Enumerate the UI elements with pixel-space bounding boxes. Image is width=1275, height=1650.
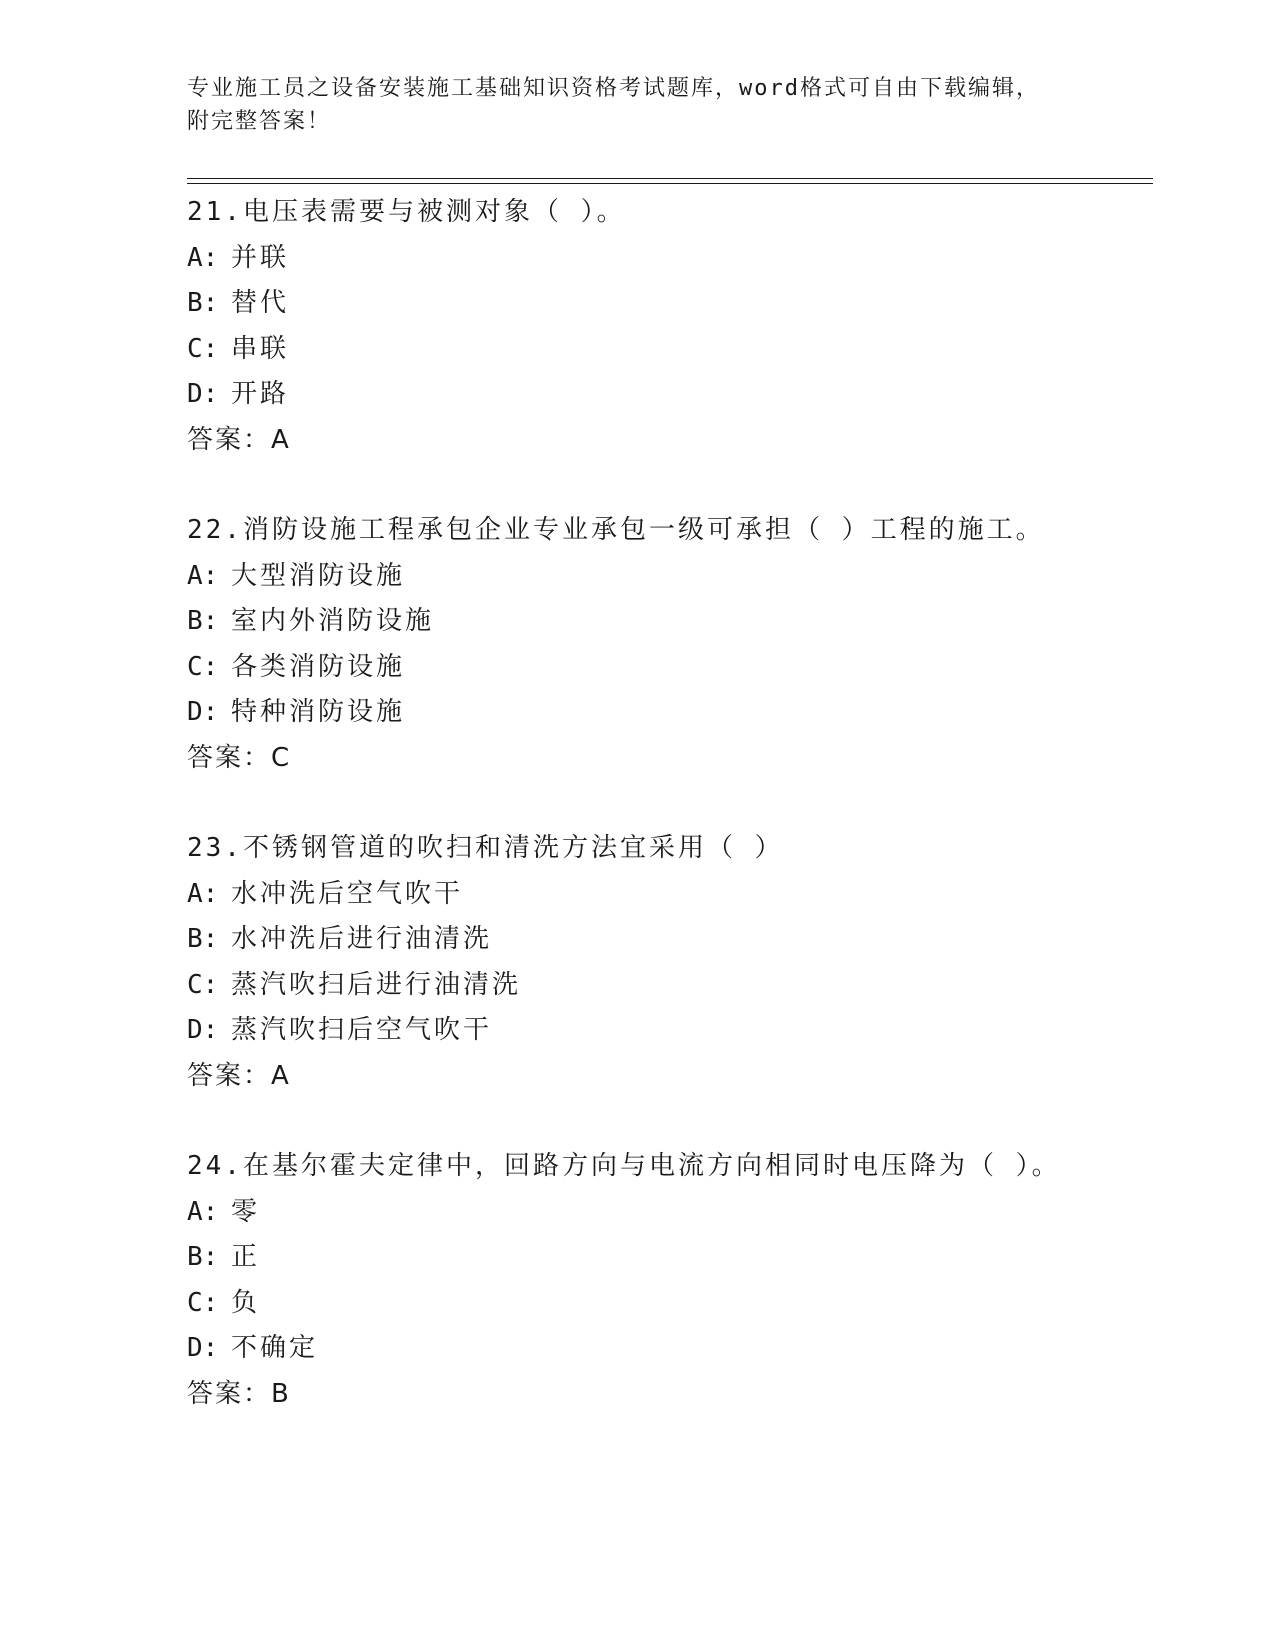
option-letter: C: [187, 969, 219, 1000]
option-b [187, 917, 1187, 963]
option-text: 替代 [231, 288, 290, 319]
option-letter: A: [187, 242, 219, 273]
option-c [187, 327, 1187, 373]
question-stem: 21.电压表需要与被测对象（ ）。 [187, 197, 626, 227]
option-letter: C: [187, 333, 219, 364]
option-text: 蒸汽吹扫后进行油清洗 [231, 969, 522, 1000]
header-divider-top [187, 178, 1153, 179]
question-24 [187, 1144, 1187, 1462]
option-letter: C: [187, 1287, 219, 1318]
option-letter: A: [187, 1196, 219, 1227]
question-stem: 24.在基尔霍夫定律中，回路方向与电流方向相同时电压降为（ ）。 [187, 1151, 1061, 1181]
option-d [187, 1326, 1187, 1372]
question-22 [187, 508, 1187, 826]
answer-line: 答案：A [187, 1060, 291, 1091]
header-divider-bottom [187, 183, 1153, 184]
question-list [187, 190, 1187, 1462]
question-stem: 22.消防设施工程承包企业专业承包一级可承担（ ）工程的施工。 [187, 515, 1045, 545]
option-text: 开路 [231, 379, 290, 410]
option-text: 串联 [231, 333, 290, 364]
option-a [187, 554, 1187, 600]
option-letter: B: [187, 606, 219, 637]
option-text: 大型消防设施 [231, 560, 406, 591]
question-21 [187, 190, 1187, 508]
option-text: 室内外消防设施 [231, 606, 435, 637]
option-a [187, 1190, 1187, 1236]
option-text: 特种消防设施 [231, 697, 406, 728]
option-letter: D: [187, 1333, 219, 1364]
option-c [187, 645, 1187, 691]
option-d [187, 690, 1187, 736]
option-letter: B: [187, 1242, 219, 1273]
answer-line: 答案：B [187, 1378, 291, 1409]
option-letter: A: [187, 560, 219, 591]
option-text: 并联 [231, 242, 290, 273]
option-b [187, 281, 1187, 327]
answer-line: 答案：A [187, 424, 291, 455]
option-letter: D: [187, 1015, 219, 1046]
option-text: 水冲洗后进行油清洗 [231, 924, 493, 955]
option-a [187, 236, 1187, 282]
option-d [187, 372, 1187, 418]
option-text: 正 [231, 1242, 261, 1273]
option-a [187, 872, 1187, 918]
answer-line: 答案：C [187, 742, 292, 773]
option-letter: D: [187, 379, 219, 410]
option-letter: C: [187, 651, 219, 682]
option-text: 蒸汽吹扫后空气吹干 [231, 1015, 493, 1046]
option-text: 水冲洗后空气吹干 [231, 878, 464, 909]
header-line-1: 专业施工员之设备安装施工基础知识资格考试题库，word格式可自由下载编辑， [187, 76, 1040, 101]
option-letter: A: [187, 878, 219, 909]
question-23 [187, 826, 1187, 1144]
option-text: 各类消防设施 [231, 651, 406, 682]
option-b [187, 1235, 1187, 1281]
option-letter: D: [187, 697, 219, 728]
option-c [187, 1281, 1187, 1327]
option-text: 不确定 [231, 1333, 319, 1364]
header-line-2: 附完整答案！ [187, 109, 332, 134]
document-header [187, 72, 1087, 138]
question-stem: 23.不锈钢管道的吹扫和清洗方法宜采用（ ） [187, 833, 784, 863]
option-d [187, 1008, 1187, 1054]
option-letter: B: [187, 924, 219, 955]
option-text: 零 [231, 1196, 261, 1227]
option-b [187, 599, 1187, 645]
option-c [187, 963, 1187, 1009]
option-letter: B: [187, 288, 219, 319]
option-text: 负 [231, 1287, 261, 1318]
